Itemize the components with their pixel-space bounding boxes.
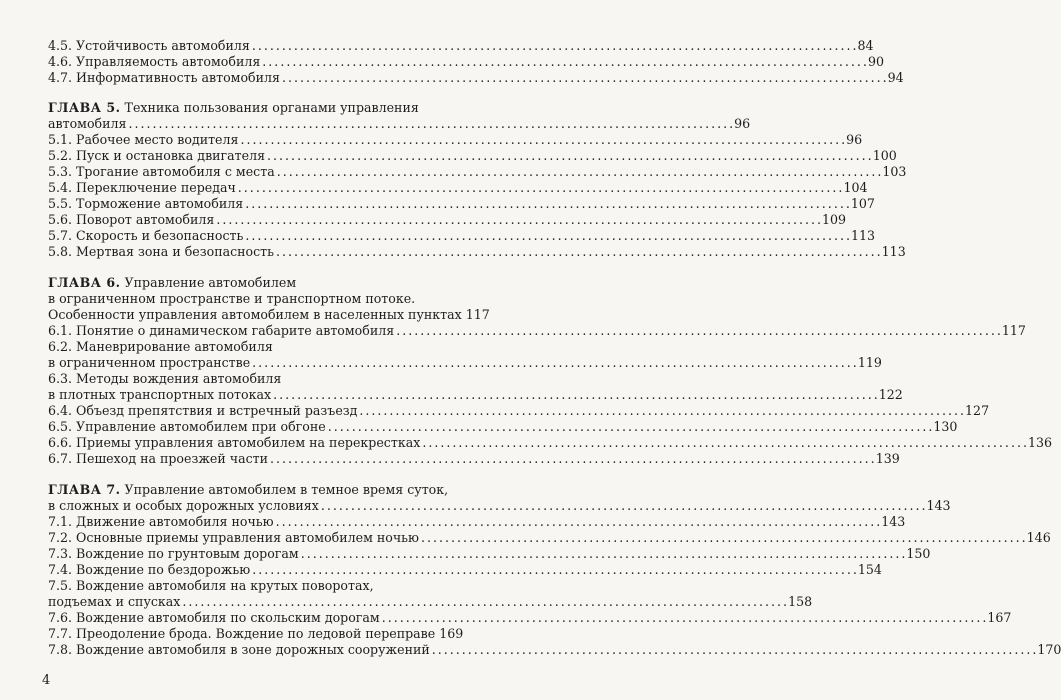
- chapter-page: 117: [465, 307, 490, 322]
- toc-entry-page: 122: [878, 387, 903, 402]
- chapter-page: 143: [926, 498, 951, 513]
- dot-leader: [421, 530, 1025, 546]
- toc-entry-text: в плотных транспортных потоках: [48, 387, 272, 402]
- toc-entry: [48, 530, 1051, 546]
- toc-entry: [48, 562, 882, 578]
- toc-entry-page: 90: [867, 54, 884, 69]
- toc-entry-text: 5.3. Трогание автомобиля с места: [48, 164, 275, 179]
- toc-entry-page: 167: [987, 610, 1012, 625]
- toc-entry-text: 7.2. Основные приемы управления автомобилем ночью: [48, 530, 420, 545]
- dot-leader: [270, 451, 874, 467]
- dot-leader: [267, 148, 871, 164]
- dot-leader: [240, 132, 844, 148]
- toc-entry-text: 7.1. Движение автомобиля ночью: [48, 514, 274, 529]
- toc-entry-text: 4.6. Управляемость автомобиля: [48, 54, 261, 69]
- toc-entry-text: 7.6. Вождение автомобиля по скольским дорогам: [48, 610, 380, 625]
- dot-leader: [252, 562, 856, 578]
- dot-leader: [359, 403, 963, 419]
- dot-leader: [277, 164, 881, 180]
- toc-entry-page: 84: [857, 38, 874, 53]
- dot-leader: [396, 323, 1000, 339]
- toc-entry: [48, 371, 460, 387]
- toc-entry-text: в ограниченном пространстве: [48, 355, 251, 370]
- dot-leader: [245, 196, 849, 212]
- toc-entry: [48, 212, 847, 228]
- dot-leader: [238, 180, 842, 196]
- dot-leader: [282, 70, 886, 86]
- toc-entry: [48, 403, 990, 419]
- dot-leader: [432, 642, 1036, 658]
- chapter-label: ГЛАВА 6.: [48, 275, 121, 290]
- toc-entry-text: 6.2. Маневрирование автомобиля: [48, 339, 273, 354]
- chapter-label: ГЛАВА 7.: [48, 482, 121, 497]
- toc-entry: [48, 435, 1053, 451]
- dot-leader: [252, 38, 856, 54]
- toc-entry-page: 113: [881, 244, 906, 259]
- chapter-title-cont: автомобиля: [48, 116, 127, 131]
- toc-entry-text: 7.4. Вождение по бездорожью: [48, 562, 251, 577]
- toc-entry: [48, 610, 1012, 626]
- toc-entry: [48, 451, 900, 467]
- dot-leader: [273, 387, 877, 403]
- toc-entry: [48, 514, 906, 530]
- dot-leader: [301, 546, 905, 562]
- chapter-title: Техника пользования органами управления: [124, 100, 419, 115]
- chapter-title-cont: в ограниченном пространстве и транспортном потоке.: [48, 291, 416, 306]
- dot-leader: [262, 54, 866, 70]
- toc-entry: [48, 546, 931, 562]
- toc-entry-text: 6.1. Понятие о динамическом габарите автомобиля: [48, 323, 395, 338]
- toc-entry-text: 7.8. Вождение автомобиля в зоне дорожных сооружений: [48, 642, 430, 657]
- dot-leader: [328, 419, 932, 435]
- toc-entry-page: 119: [857, 355, 882, 370]
- toc-entry-text: 7.3. Вождение по грунтовым дорогам: [48, 546, 299, 561]
- toc-entry: [48, 355, 882, 371]
- toc-entry: [48, 339, 460, 355]
- toc-entry: [48, 228, 876, 244]
- toc-entry: [48, 244, 906, 260]
- chapter-title-line: [48, 116, 751, 132]
- chapter-heading: [48, 482, 460, 498]
- toc-entry-text: 5.8. Мертвая зона и безопасность: [48, 244, 275, 259]
- toc-entry-text: 6.3. Методы вождения автомобиля: [48, 371, 282, 386]
- toc-entry: [48, 578, 460, 594]
- page-number: 4: [42, 673, 51, 688]
- toc-top-section: [48, 38, 904, 86]
- toc-entry-text: 7.7. Преодоление брода. Вождение по ледовой переправе: [48, 626, 436, 641]
- chapter-title-line: [48, 291, 460, 307]
- toc-entry: [48, 626, 464, 642]
- dot-leader: [128, 116, 732, 132]
- toc-entry-page: 103: [882, 164, 907, 179]
- toc-entry-text: 4.7. Информативность автомобиля: [48, 70, 280, 85]
- dot-leader: [216, 212, 820, 228]
- toc-entry-page: 107: [850, 196, 875, 211]
- chapter-7-section: [48, 482, 1061, 658]
- toc-entry: [48, 132, 863, 148]
- toc-entry-text: 7.5. Вождение автомобиля на крутых поворотах,: [48, 578, 374, 593]
- toc-entry-page: 150: [906, 546, 931, 561]
- dot-leader: [276, 244, 880, 260]
- toc-entry: [48, 323, 1026, 339]
- toc-entry-page: 169: [439, 626, 464, 641]
- toc-entry: [48, 148, 897, 164]
- dot-leader: [422, 435, 1026, 451]
- chapter-heading: [48, 100, 460, 116]
- toc-entry: [48, 70, 904, 86]
- toc-entry-page: 113: [851, 228, 876, 243]
- dot-leader: [182, 594, 786, 610]
- toc-entry-text: 5.2. Пуск и остановка двигателя: [48, 148, 266, 163]
- toc-entry: [48, 38, 874, 54]
- toc-entry: [48, 419, 958, 435]
- dot-leader: [276, 514, 880, 530]
- chapter-title-cont: в сложных и особых дорожных условиях: [48, 498, 319, 513]
- dot-leader: [245, 228, 849, 244]
- toc-entry-text: 5.6. Поворот автомобиля: [48, 212, 215, 227]
- toc-entry-text: 6.4. Объезд препятствия и встречный разъезд: [48, 403, 358, 418]
- toc-entry: [48, 594, 813, 610]
- toc-entry-page: 136: [1027, 435, 1053, 450]
- chapter-label: ГЛАВА 5.: [48, 100, 121, 115]
- toc-entry-page: 117: [1001, 323, 1026, 338]
- toc-entry-page: 130: [933, 419, 958, 434]
- chapter-title: Управление автомобилем в темное время суток,: [124, 482, 449, 497]
- toc-entry: [48, 164, 907, 180]
- chapter-6-section: [48, 275, 1053, 467]
- toc-entry: [48, 196, 875, 212]
- toc-entry-page: 94: [887, 70, 904, 85]
- toc-entry-page: 127: [965, 403, 990, 418]
- toc-entry-page: 139: [875, 451, 900, 466]
- dot-leader: [321, 498, 925, 514]
- toc-entry-text: подъемах и спусках: [48, 594, 181, 609]
- toc-entry-text: 6.6. Приемы управления автомобилем на перекрестках: [48, 435, 421, 450]
- chapter-page: 96: [734, 116, 751, 131]
- toc-entry-text: 5.1. Рабочее место водителя: [48, 132, 239, 147]
- chapter-title: Управление автомобилем: [124, 275, 297, 290]
- toc-entry-page: 154: [857, 562, 882, 577]
- toc-entry-page: 100: [872, 148, 897, 163]
- chapter-title-line: [48, 498, 951, 514]
- toc-entry-page: 158: [788, 594, 813, 609]
- chapter-title-cont: Особенности управления автомобилем в населенных пунктах: [48, 307, 462, 322]
- toc-entry-text: 5.7. Скорость и безопасность: [48, 228, 244, 243]
- toc-entry: [48, 180, 868, 196]
- toc-entry-page: 143: [881, 514, 906, 529]
- toc-entry-text: 5.5. Торможение автомобиля: [48, 196, 244, 211]
- toc-entry-page: 170: [1037, 642, 1061, 657]
- toc-entry-page: 96: [846, 132, 863, 147]
- toc-entry: [48, 642, 1061, 658]
- chapter-heading: [48, 275, 460, 291]
- toc-entry-text: 6.5. Управление автомобилем при обгоне: [48, 419, 326, 434]
- toc-entry-page: 104: [843, 180, 868, 195]
- dot-leader: [252, 355, 856, 371]
- toc-entry-text: 6.7. Пешеход на проезжей части: [48, 451, 269, 466]
- toc-entry-text: 4.5. Устойчивость автомобиля: [48, 38, 250, 53]
- toc-entry-text: 5.4. Переключение передач: [48, 180, 236, 195]
- toc-entry-page: 146: [1026, 530, 1051, 545]
- toc-entry: [48, 387, 903, 403]
- toc-entry-page: 109: [822, 212, 847, 227]
- dot-leader: [382, 610, 986, 626]
- toc-entry: [48, 54, 884, 70]
- chapter-5-section: [48, 100, 907, 260]
- chapter-title-line: [48, 307, 490, 323]
